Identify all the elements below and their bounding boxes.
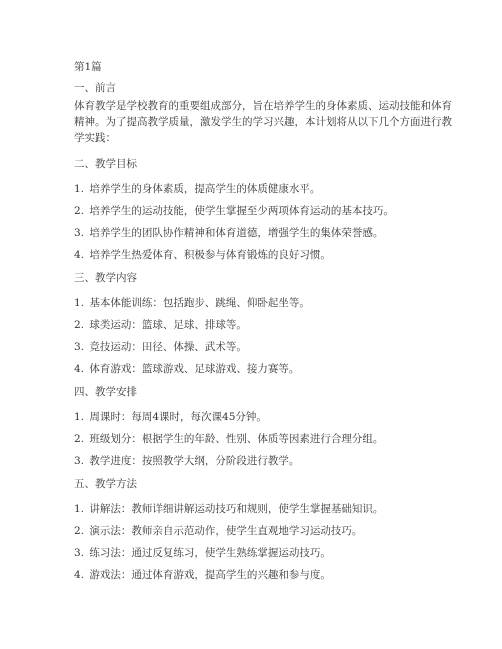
list-item-text: 班级划分：根据学生的年龄、性别、体质等因素进行合理分组。 xyxy=(89,433,384,445)
list-item-number: 3. xyxy=(74,547,85,559)
paragraph-line: 精神。为了提高教学质量，激发学生的学习兴趣，本计划将从以下几个方面进行教 xyxy=(74,116,452,128)
list-item-number: 3. xyxy=(74,227,85,239)
list-item-text: 培养学生的身体素质，提高学生的体质健康水平。 xyxy=(89,183,321,195)
list-item-text: 体育游戏：篮球游戏、足球游戏、接力赛等。 xyxy=(89,363,300,375)
list-item-text: 讲解法：教师详细讲解运动技巧和规则，使学生掌握基础知识。 xyxy=(89,503,384,515)
list-item-number: 4. xyxy=(74,363,85,375)
section-heading-schedule: 四、教学安排 xyxy=(74,386,137,398)
list-item xyxy=(74,182,320,196)
list-item xyxy=(74,502,383,516)
list-item xyxy=(74,568,331,582)
list-item xyxy=(74,318,247,332)
list-item-text: 演示法：教师亲自示范动作，使学生直观地学习运动技巧。 xyxy=(89,525,363,537)
list-item xyxy=(74,204,394,218)
part-label: 第1篇 xyxy=(74,61,102,73)
list-item-number: 2. xyxy=(74,205,85,217)
section-heading-preface: 一、前言 xyxy=(74,82,116,94)
list-item-text: 培养学生的团队协作精神和体育道德，增强学生的集体荣誉感。 xyxy=(89,227,384,239)
paragraph-line: 体育教学是学校教育的重要组成部分，旨在培养学生的身体素质、运动技能和体育 xyxy=(74,100,452,112)
list-item-text: 周课时：每周4课时，每次课45分钟。 xyxy=(89,411,267,423)
list-item xyxy=(74,410,267,424)
list-item-number: 1. xyxy=(74,411,85,423)
list-item-text: 培养学生的运动技能，使学生掌握至少两项体育运动的基本技巧。 xyxy=(89,205,394,217)
list-item-text: 竞技运动：田径、体操、武术等。 xyxy=(89,341,247,353)
list-item xyxy=(74,432,383,446)
list-item-text: 教学进度：按照教学大纲，分阶段进行教学。 xyxy=(89,455,300,467)
list-item xyxy=(74,226,383,240)
list-item xyxy=(74,362,299,376)
list-item-text: 球类运动：篮球、足球、排球等。 xyxy=(89,319,247,331)
list-item-number: 3. xyxy=(74,341,85,353)
list-item-number: 2. xyxy=(74,525,85,537)
list-item-number: 1. xyxy=(74,297,85,309)
list-item xyxy=(74,296,310,310)
list-item xyxy=(74,248,331,262)
list-item-text: 练习法：通过反复练习，使学生熟练掌握运动技巧。 xyxy=(89,547,331,559)
list-item-number: 4. xyxy=(74,569,85,581)
list-item xyxy=(74,340,247,354)
section-heading-content: 三、教学内容 xyxy=(74,272,137,284)
list-item-text: 游戏法：通过体育游戏，提高学生的兴趣和参与度。 xyxy=(89,569,331,581)
preface-paragraph xyxy=(74,98,452,146)
section-heading-goals: 二、教学目标 xyxy=(74,158,137,170)
list-item-text: 培养学生热爱体育、积极参与体育锻炼的良好习惯。 xyxy=(89,249,331,261)
list-item-number: 1. xyxy=(74,183,85,195)
list-item-number: 2. xyxy=(74,433,85,445)
list-item xyxy=(74,454,299,468)
list-item-number: 3. xyxy=(74,455,85,467)
section-heading-methods: 五、教学方法 xyxy=(74,478,137,490)
list-item xyxy=(74,524,362,538)
list-item xyxy=(74,546,331,560)
paragraph-line: 学实践： xyxy=(74,132,116,144)
list-item-text: 基本体能训练：包括跑步、跳绳、仰卧起坐等。 xyxy=(89,297,310,309)
list-item-number: 2. xyxy=(74,319,85,331)
list-item-number: 1. xyxy=(74,503,85,515)
list-item-number: 4. xyxy=(74,249,85,261)
